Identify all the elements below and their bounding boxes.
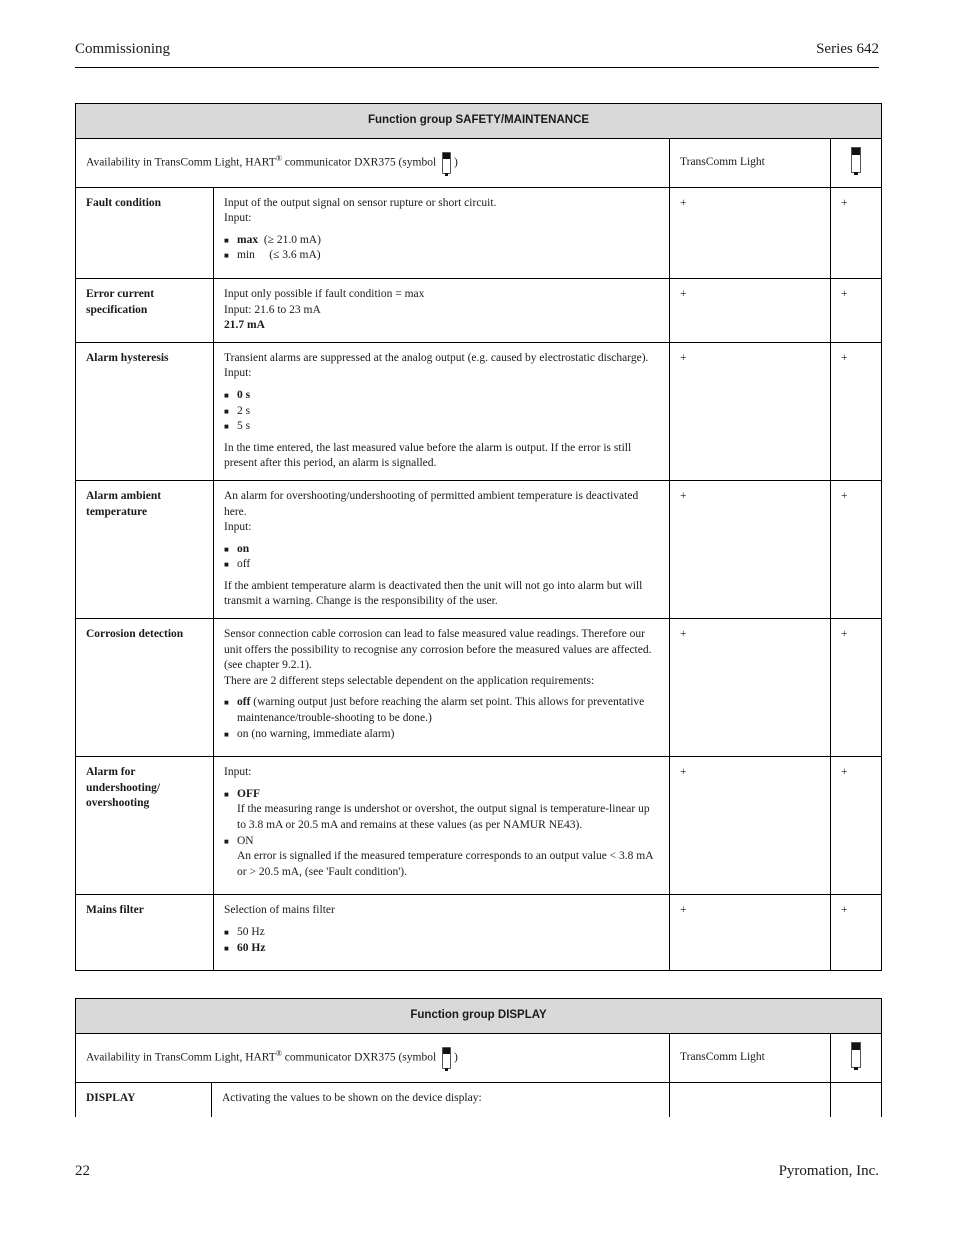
option-list [224, 787, 659, 881]
footer-company: Pyromation, Inc. [778, 1163, 879, 1179]
hart-availability: + [831, 278, 882, 342]
list-item: ■ 60 Hz [224, 941, 659, 957]
function-name: Mains filter [76, 895, 214, 971]
col-header-hart [831, 139, 882, 188]
list-item: ■ off [224, 557, 659, 573]
option-list [224, 695, 659, 742]
option-list [224, 388, 659, 435]
handheld-terminal-icon [851, 147, 861, 173]
option-list [224, 233, 659, 264]
safety-maintenance-table [75, 103, 882, 971]
hart-availability: + [831, 895, 882, 971]
hart-availability: + [831, 480, 882, 618]
function-description: Input of the output signal on sensor rupture or short circuit. Input: ■ max (≥ 21.0 mA) ■ min (≤ 3.6 mA) [214, 187, 670, 278]
table-row [76, 619, 882, 757]
option-list [224, 925, 659, 956]
header-rule [75, 67, 879, 68]
function-name: Corrosion detection [76, 619, 214, 757]
transcomm-availability: + [670, 619, 831, 757]
hart-availability [831, 1082, 882, 1117]
transcomm-availability: + [670, 278, 831, 342]
function-description: Sensor connection cable corrosion can lead to false measured value readings. Therefore our unit offers the possibility to recognise any corrosion before the measured values are affected. (see chapter 9.2.1). There are 2 different steps selectable dependent on the application requirements: ■ off (warning output just before reaching the alarm set point. This allows for preventative maintenance/trouble-shooting to be done.) ■ on (no warning, immediate alarm) [214, 619, 670, 757]
table-row [76, 1082, 882, 1117]
function-name: Alarm for undershooting/ overshooting [76, 757, 214, 895]
function-name: Error current specification [76, 278, 214, 342]
transcomm-availability: + [670, 757, 831, 895]
function-name: Alarm ambient temperature [76, 480, 214, 618]
function-name: DISPLAY [76, 1082, 212, 1117]
function-description: Input only possible if fault condition = max Input: 21.6 to 23 mA 21.7 mA [214, 278, 670, 342]
list-item: ■ off (warning output just before reaching the alarm set point. This allows for preventative maintenance/trouble-shooting to be done.) [224, 695, 659, 726]
safety-table-title: Function group SAFETY/MAINTENANCE [76, 104, 882, 139]
function-description: An alarm for overshooting/undershooting of permitted ambient temperature is deactivated here. Input: ■ on ■ off If the ambient temperature alarm is deactivated then the unit will not go into alarm but will transmit a warning. Change is the responsibility of the user. [214, 480, 670, 618]
table-row [76, 342, 882, 480]
transcomm-availability [670, 1082, 831, 1117]
list-item: ■ on [224, 542, 659, 558]
list-item: ■ on (no warning, immediate alarm) [224, 727, 659, 743]
transcomm-availability: + [670, 342, 831, 480]
function-description: Activating the values to be shown on the device display: [212, 1082, 670, 1117]
table-row [76, 278, 882, 342]
handheld-terminal-icon [442, 1047, 451, 1069]
table-row [76, 480, 882, 618]
option-list [224, 542, 659, 573]
table-row [76, 757, 882, 895]
function-description: Transient alarms are suppressed at the analog output (e.g. caused by electrostatic discharge). Input: ■ 0 s ■ 2 s ■ 5 s In the time entered, the last measured value before the alarm is output. If the error is still present after this period, an alarm is signalled. [214, 342, 670, 480]
col-header-hart [831, 1034, 882, 1083]
list-item: ■ 50 Hz [224, 925, 659, 941]
list-item: ■ OFF If the measuring range is undershot or overshot, the output signal is temperature-linear up to 3.8 mA or 20.5 mA and remains at these values (as per NAMUR NE43). [224, 787, 659, 834]
transcomm-availability: + [670, 480, 831, 618]
list-item: ■ max (≥ 21.0 mA) [224, 233, 659, 249]
running-header-series: Series 642 [816, 41, 879, 57]
list-item: ■ 0 s [224, 388, 659, 404]
list-item: ■ min (≤ 3.6 mA) [224, 248, 659, 264]
transcomm-availability: + [670, 187, 831, 278]
hart-availability: + [831, 757, 882, 895]
hart-availability: + [831, 619, 882, 757]
function-name: Alarm hysteresis [76, 342, 214, 480]
transcomm-availability: + [670, 895, 831, 971]
function-name: Fault condition [76, 187, 214, 278]
list-item: ■ 2 s [224, 404, 659, 420]
hart-availability: + [831, 187, 882, 278]
table-row [76, 187, 882, 278]
safety-availability: Availability in TransComm Light, HART® communicator DXR375 (symbol ) [76, 139, 670, 188]
col-header-transcomm: TransComm Light [670, 1034, 831, 1083]
function-description: Selection of mains filter ■ 50 Hz ■ 60 Hz [214, 895, 670, 971]
display-table-title: Function group DISPLAY [76, 999, 882, 1034]
function-description: Input: ■ OFF If the measuring range is undershot or overshot, the output signal is temperature-linear up to 3.8 mA or 20.5 mA and remains at these values (as per NAMUR NE43). ■ ON An error is signalled if the measured temperature corresponds to an output value < 3.8 mA or > 20.5 mA, (see 'Fault condition'). [214, 757, 670, 895]
list-item: ■ ON An error is signalled if the measured temperature corresponds to an output value < 3.8 mA or > 20.5 mA, (see 'Fault condition'). [224, 834, 659, 881]
page-number: 22 [75, 1163, 90, 1179]
hart-availability: + [831, 342, 882, 480]
list-item: ■ 5 s [224, 419, 659, 435]
display-table [75, 998, 882, 1117]
col-header-transcomm: TransComm Light [670, 139, 831, 188]
display-availability: Availability in TransComm Light, HART® communicator DXR375 (symbol ) [76, 1034, 670, 1083]
handheld-terminal-icon [442, 152, 451, 174]
table-row [76, 895, 882, 971]
running-header-section: Commissioning [75, 41, 171, 57]
handheld-terminal-icon [851, 1042, 861, 1068]
